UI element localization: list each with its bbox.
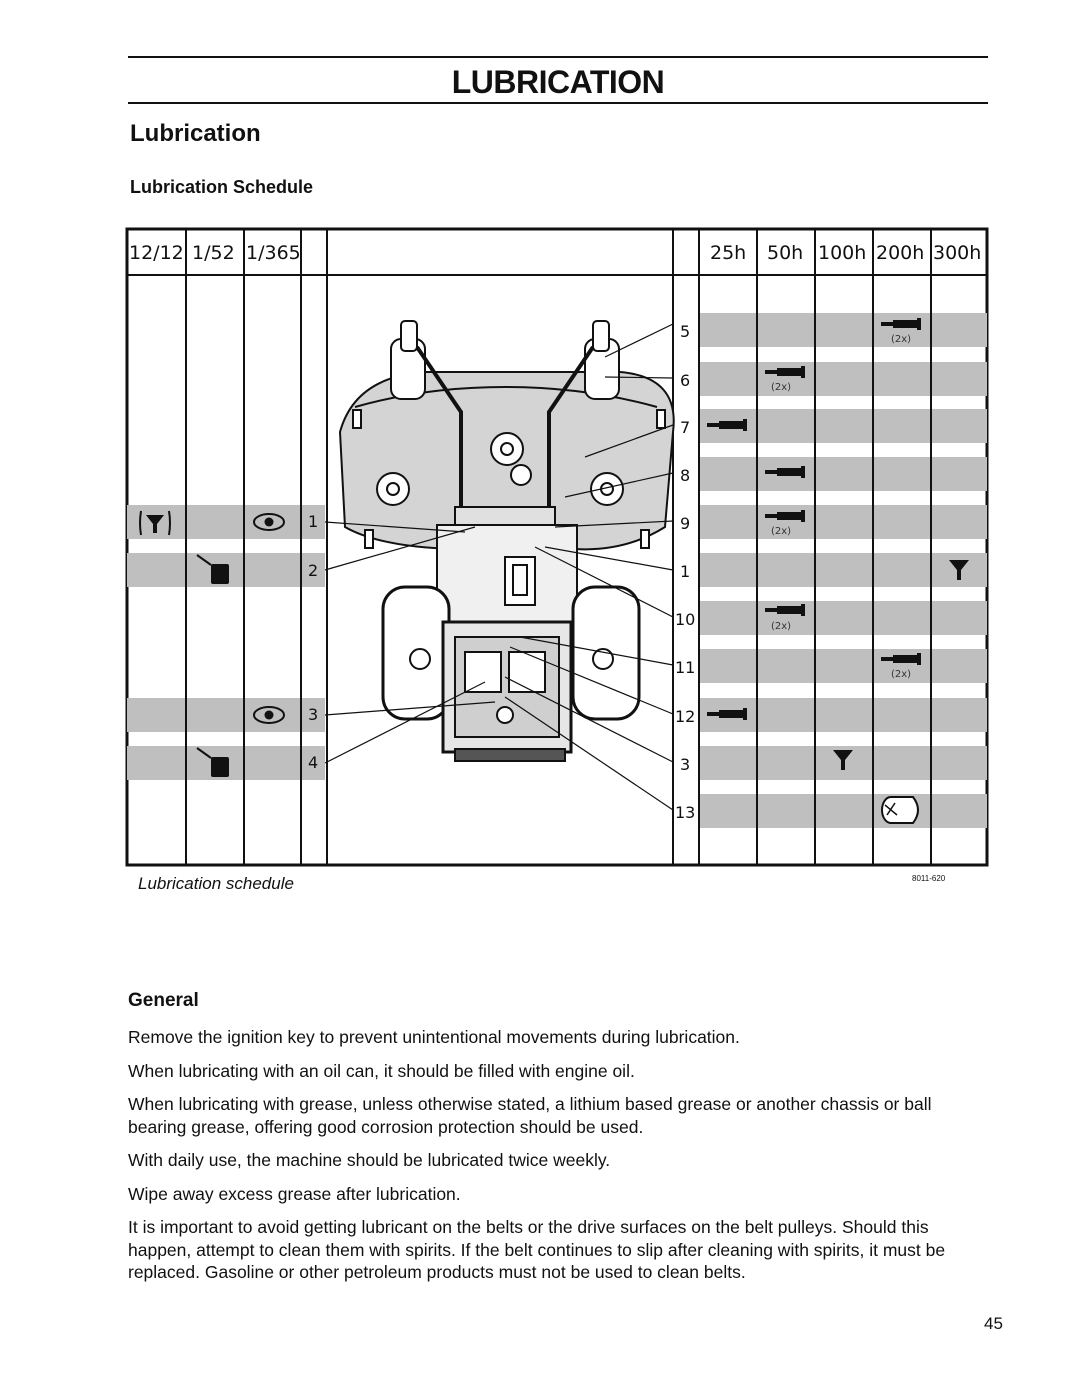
- hour-header: 300h: [933, 242, 982, 264]
- figure-caption: Lubrication schedule: [138, 874, 294, 893]
- point-label: 13: [675, 803, 696, 822]
- point-label: 4: [308, 753, 319, 772]
- oil-filter-icon: [882, 797, 918, 823]
- hour-header: 25h: [710, 242, 747, 264]
- general-body: [128, 1026, 990, 1295]
- section-title: Lubrication: [130, 120, 261, 147]
- point-label: 11: [675, 658, 696, 677]
- lubrication-schedule-figure: [125, 227, 989, 867]
- point-label: 9: [680, 514, 691, 533]
- multiplier-label: (2x): [891, 669, 912, 680]
- point-label: 2: [308, 561, 319, 580]
- paragraph: Remove the ignition key to prevent unintentional movements during lubrication.: [128, 1027, 740, 1047]
- multiplier-label: (2x): [771, 526, 792, 537]
- paragraph: When lubricating with an oil can, it should be filled with engine oil.: [128, 1060, 635, 1081]
- mower-diagram: [340, 321, 674, 761]
- interval-header: 12/12: [129, 242, 184, 264]
- hour-header: 50h: [767, 242, 804, 264]
- general-title: General: [128, 990, 199, 1011]
- point-label: 7: [680, 418, 691, 437]
- point-label: 5: [680, 322, 691, 341]
- point-label: 1: [308, 512, 319, 531]
- hour-header: 200h: [876, 242, 925, 264]
- interval-header: 1/52: [192, 242, 235, 264]
- page-title: LUBRICATION: [451, 64, 665, 100]
- header-top-rule: [128, 56, 988, 58]
- point-label: 6: [680, 371, 691, 390]
- hour-header: 100h: [818, 242, 867, 264]
- paragraph: It is important to avoid getting lubricant on the belts or the drive surfaces on the belt pulleys. Should this happen, attempt to clean them with spirits. If the belt continues to slip after cleaning with spirits, it must be replaced. Gasoline or other petroleum products must not be used to clean belts.: [128, 1217, 946, 1282]
- interval-header: 1/365: [246, 242, 301, 264]
- figure-code: 8011-620: [912, 874, 946, 883]
- point-label: 3: [308, 705, 319, 724]
- paragraph: Wipe away excess grease after lubrication.: [128, 1183, 461, 1204]
- multiplier-label: (2x): [891, 334, 912, 345]
- multiplier-label: (2x): [771, 621, 792, 632]
- page-number: 45: [984, 1314, 1003, 1333]
- paragraph: With daily use, the machine should be lubricated twice weekly.: [128, 1150, 611, 1170]
- point-label: 1: [680, 562, 691, 581]
- point-label: 12: [675, 707, 696, 726]
- point-label: 10: [675, 610, 696, 629]
- point-label: 3: [680, 755, 691, 774]
- header-bottom-rule: [128, 102, 988, 104]
- point-label: 8: [680, 466, 691, 485]
- multiplier-label: (2x): [771, 382, 792, 393]
- paragraph: When lubricating with grease, unless otherwise stated, a lithium based grease or another chassis or ball bearing grease, offering good corrosion protection should be used.: [128, 1094, 932, 1137]
- subsection-title: Lubrication Schedule: [130, 177, 314, 197]
